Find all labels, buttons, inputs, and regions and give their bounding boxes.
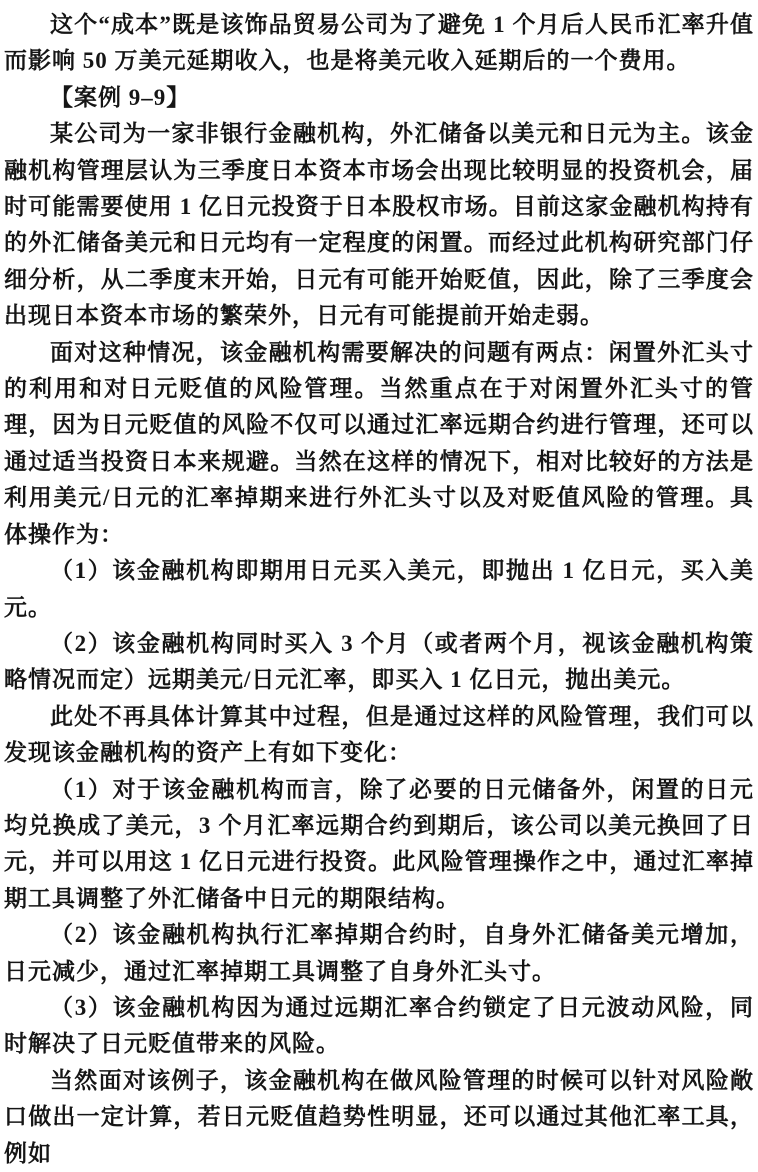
- paragraph-case-background: 某公司为一家非银行金融机构，外汇储备以美元和日元为主。该金融机构管理层认为三季度日本资本市场会出现比较明显的投资机会，届时可能需要使用 1 亿日元投资于日本股权市场。目前这家金融机构持有的外汇储备美元和日元均有一定程度的闲置。而经过此机构研究部门仔细分析，从二季度末开始，日元有可能开始贬值，因此，除了三季度会出现日本资本市场的繁荣外，日元有可能提前开始走弱。: [4, 121, 754, 329]
- list-item-operation-2: （2）该金融机构同时买入 3 个月（或者两个月，视该金融机构策略情况而定）远期美元/日元汇率，即买入 1 亿日元，抛出美元。: [4, 630, 754, 693]
- paragraph-closing: 当然面对该例子，该金融机构在做风险管理的时候可以针对风险敞口做出一定计算，若日元贬值趋势性明显，还可以通过其他汇率工具，例如: [4, 1067, 754, 1166]
- case-heading: 【案例 9–9】: [50, 84, 191, 110]
- list-item-result-1: （1）对于该金融机构而言，除了必要的日元储备外，闲置的日元均兑换成了美元，3 个月汇率远期合约到期后，该公司以美元换回了日元，并可以用这 1 亿日元进行投资。此风险管理操作之中，通过汇率掉期工具调整了外汇储备中日元的期限结构。: [4, 776, 754, 911]
- paragraph-problem-analysis: 面对这种情况，该金融机构需要解决的问题有两点：闲置外汇头寸的利用和对日元贬值的风险管理。当然重点在于对闲置外汇头寸的管理，因为日元贬值的风险不仅可以通过汇率远期合约进行管理，还可以通过适当投资日本来规避。当然在这样的情况下，相对比较好的方法是利用美元/日元的汇率掉期来进行外汇头寸以及对贬值风险的管理。具体操作为：: [4, 339, 754, 547]
- paragraph-cost-conclusion: 这个“成本”既是该饰品贸易公司为了避免 1 个月后人民币汇率升值而影响 50 万美元延期收入，也是将美元收入延期后的一个费用。: [4, 12, 754, 74]
- list-item-result-3: （3）该金融机构因为通过远期汇率合约锁定了日元波动风险，同时解决了日元贬值带来的风险。: [4, 994, 754, 1057]
- list-item-operation-1: （1）该金融机构即期用日元买入美元，即抛出 1 亿日元，买入美元。: [4, 558, 755, 620]
- paragraph-result-intro: 此处不再具体计算其中过程，但是通过这样的风险管理，我们可以发现该金融机构的资产上有如下变化：: [4, 703, 754, 766]
- list-item-result-2: （2）该金融机构执行汇率掉期合约时，自身外汇储备美元增加，日元减少，通过汇率掉期工具调整了自身外汇头寸。: [4, 922, 754, 984]
